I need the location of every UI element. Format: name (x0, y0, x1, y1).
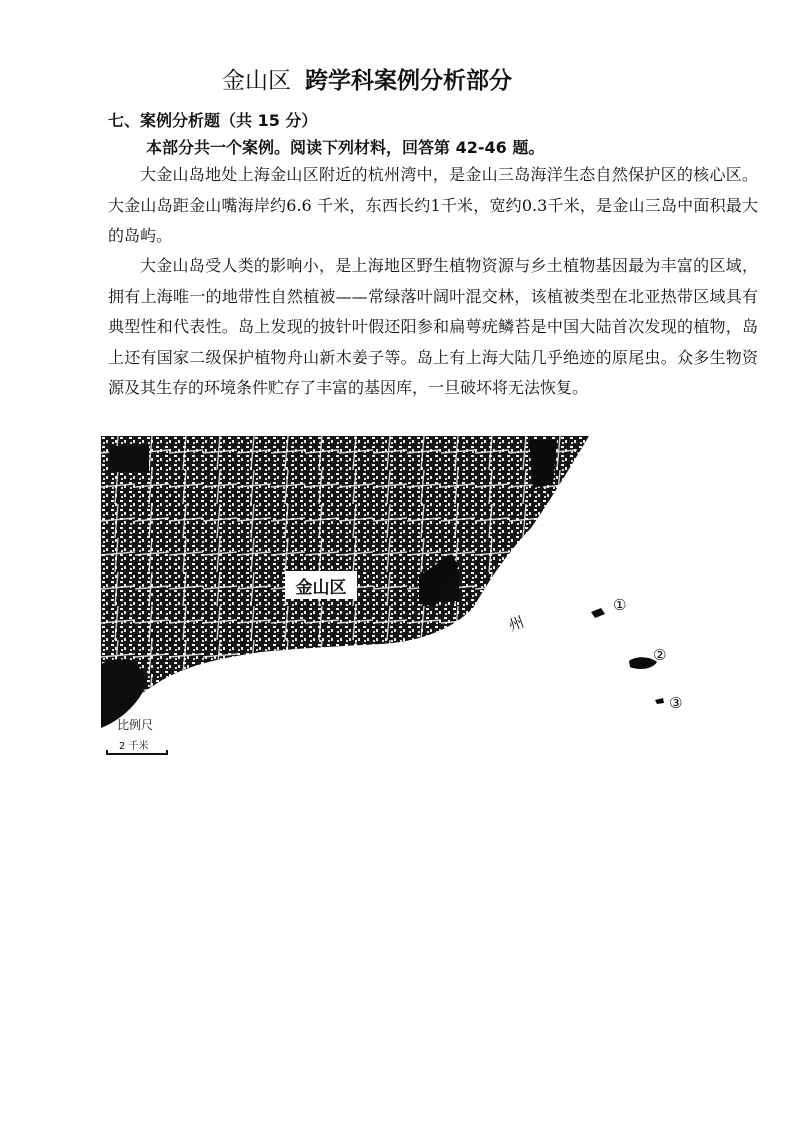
page-header (222, 62, 512, 95)
island-marker-1: ① (613, 596, 627, 614)
satellite-map (101, 436, 701, 736)
map-district-label: 金山区 (295, 578, 347, 598)
section-heading: 七、案例分析题（共 15 分） (108, 111, 318, 130)
scale-value: 2 千米 (119, 741, 149, 752)
scale-label: 比例尺 (117, 718, 154, 732)
map-water-label: 州 (506, 612, 527, 635)
scale-bar (106, 750, 168, 755)
island-marker-3: ③ (669, 694, 683, 712)
paragraph-2: 大金山岛受人类的影响小，是上海地区野生植物资源与乡土植物基因最为丰富的区域，拥有上海唯一的地带性自然植被——常绿落叶阔叶混交林，该植被类型在北亚热带区域具有典型性和代表性。岛上发现的披针叶假还阳参和扁萼疣鳞苔是中国大陆首次发现的植物，岛上还有国家二级保护植物舟山新木姜子等。岛上有上海大陆几乎绝迹的原尾虫。众多生物资源及其生存的环境条件贮存了丰富的基因库，一旦破坏将无法恢复。 (108, 256, 758, 398)
district-title: 金山区 (222, 68, 291, 94)
paragraph-1: 大金山岛地处上海金山区附近的杭州湾中，是金山三岛海洋生态自然保护区的核心区。大金山岛距金山嘴海岸约6.6 千米，东西长约1千米，宽约0.3千米，是金山三岛中面积最大的岛屿。 (108, 165, 758, 246)
island-1 (591, 608, 605, 618)
island-marker-2: ② (653, 646, 667, 664)
island-3 (655, 698, 664, 704)
page-title: 跨学科案例分析部分 (305, 68, 512, 94)
pier (529, 440, 557, 488)
section-intro: 本部分共一个案例。阅读下列材料，回答第 42-46 题。 (146, 138, 545, 157)
